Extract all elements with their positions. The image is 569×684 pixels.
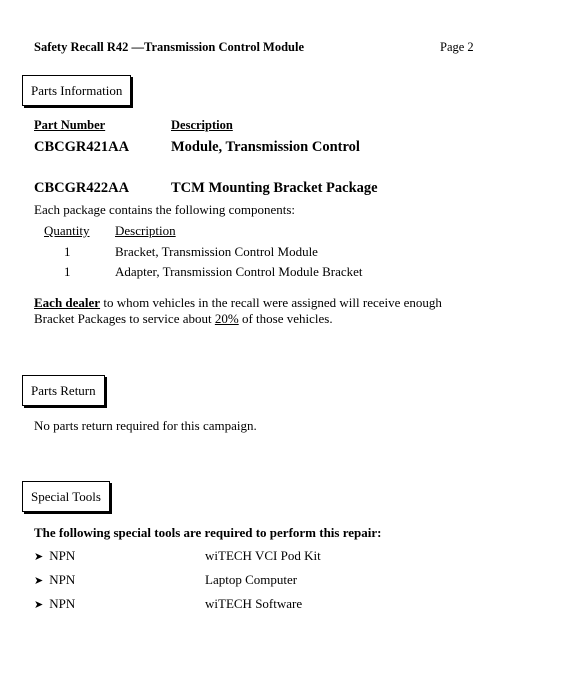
tool1-row — [34, 548, 75, 564]
special-tools-heading: Special Tools — [22, 481, 110, 512]
part1-description: Module, Transmission Control — [171, 139, 360, 155]
parts-information-heading: Parts Information — [22, 75, 131, 106]
tool3-row — [34, 596, 75, 612]
component1-description: Bracket, Transmission Control Module — [115, 244, 318, 259]
dealer-note-line2 — [34, 311, 333, 327]
description-column-header: Description — [171, 118, 233, 132]
dealer-note-line2-start: Bracket Packages to service about — [34, 311, 215, 326]
components-quantity-header: Quantity — [44, 223, 90, 238]
arrow-bullet-icon: ➤ — [34, 575, 44, 587]
document-title: Safety Recall R42 —Transmission Control Module — [34, 40, 305, 54]
arrow-bullet-icon: ➤ — [34, 599, 44, 611]
tool2-row — [34, 572, 75, 588]
tool3-npn: NPN — [49, 596, 76, 611]
part2-description: TCM Mounting Bracket Package — [171, 180, 378, 196]
dealer-note-end: of those vehicles. — [238, 311, 333, 326]
page-number: Page 2 — [440, 40, 474, 54]
tool2-npn: NPN — [49, 572, 76, 587]
parts-return-heading: Parts Return — [22, 375, 105, 406]
part-number-column-header: Part Number — [34, 118, 106, 132]
dealer-note-line1 — [34, 295, 442, 311]
dealer-note-mid: to whom vehicles in the recall were assigned will receive enough — [100, 295, 442, 310]
parts-return-text: No parts return required for this campaign. — [34, 418, 257, 433]
package-note: Each package contains the following components: — [34, 202, 296, 217]
component2-description: Adapter, Transmission Control Module Bracket — [115, 264, 363, 279]
tool2-name: Laptop Computer — [205, 572, 298, 587]
component1-quantity: 1 — [64, 244, 71, 259]
dealer-note-lead: Each dealer — [34, 295, 101, 310]
components-description-header: Description — [115, 223, 176, 238]
component2-quantity: 1 — [64, 264, 71, 279]
tool1-npn: NPN — [49, 548, 76, 563]
part1-number: CBCGR421AA — [34, 139, 130, 155]
part2-number: CBCGR422AA — [34, 180, 130, 196]
dealer-note-percentage: 20% — [214, 311, 239, 326]
arrow-bullet-icon: ➤ — [34, 551, 44, 563]
tool3-name: wiTECH Software — [205, 596, 303, 611]
tool1-name: wiTECH VCI Pod Kit — [205, 548, 321, 563]
special-tools-intro: The following special tools are required to perform this repair: — [34, 525, 382, 540]
